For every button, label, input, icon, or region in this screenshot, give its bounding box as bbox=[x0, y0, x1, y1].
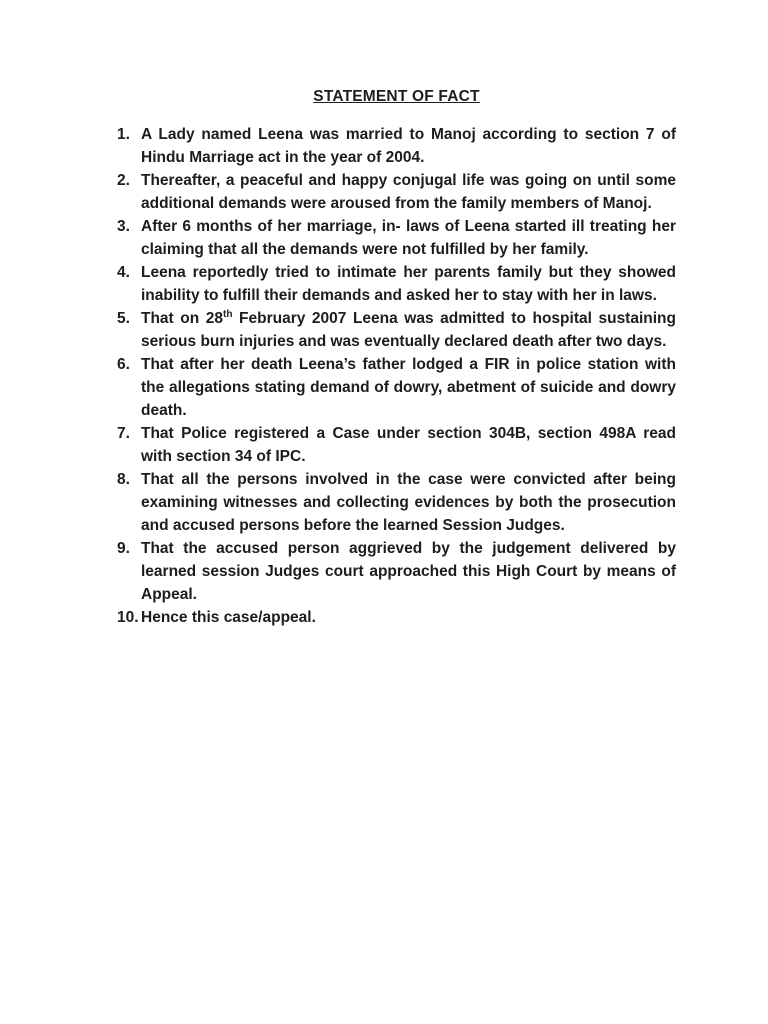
list-item bbox=[117, 215, 676, 261]
list-item bbox=[117, 307, 676, 353]
item-number: 9. bbox=[117, 540, 130, 557]
item-text: That the accused person aggrieved by the judgement delivered by learned session Judges court approached this High Court by means of Appeal. bbox=[141, 540, 676, 603]
item-text-after-sup: February 2007 Leena was admitted to hospital sustaining serious burn injuries and was eventually declared death after two days. bbox=[141, 310, 676, 350]
item-text: That all the persons involved in the case were convicted after being examining witnesses and collecting evidences by both the prosecution and accused persons before the learned Session Judges. bbox=[141, 471, 676, 534]
list-item bbox=[117, 169, 676, 215]
list-item bbox=[117, 606, 676, 629]
item-number: 6. bbox=[117, 356, 130, 373]
superscript-ordinal: th bbox=[223, 308, 233, 320]
item-text: A Lady named Leena was married to Manoj according to section 7 of Hindu Marriage act in the year of 2004. bbox=[141, 126, 676, 166]
statement-list bbox=[117, 123, 676, 629]
list-item bbox=[117, 537, 676, 606]
item-number: 3. bbox=[117, 218, 130, 235]
item-text: That Police registered a Case under section 304B, section 498A read with section 34 of IPC. bbox=[141, 425, 676, 465]
list-item bbox=[117, 422, 676, 468]
item-text bbox=[141, 307, 676, 353]
item-number: 1. bbox=[117, 126, 130, 143]
item-number: 2. bbox=[117, 172, 130, 189]
item-number: 7. bbox=[117, 425, 130, 442]
page-title: STATEMENT OF FACT bbox=[313, 88, 480, 105]
item-text: Hence this case/appeal. bbox=[141, 609, 316, 626]
item-text-before-sup: That on 28 bbox=[141, 310, 224, 327]
list-item bbox=[117, 261, 676, 307]
item-text: After 6 months of her marriage, in- laws of Leena started ill treating her claiming that all the demands were not fulfilled by her family. bbox=[141, 218, 676, 258]
item-text: Leena reportedly tried to intimate her parents family but they showed inability to fulfill their demands and asked her to stay with her in laws. bbox=[141, 264, 676, 304]
item-number: 5. bbox=[117, 310, 130, 327]
item-number: 8. bbox=[117, 471, 130, 488]
list-item bbox=[117, 123, 676, 169]
list-item bbox=[117, 468, 676, 537]
item-number: 10. bbox=[117, 609, 139, 626]
list-item bbox=[117, 353, 676, 422]
item-text: That after her death Leena’s father lodged a FIR in police station with the allegations stating demand of dowry, abetment of suicide and dowry death. bbox=[141, 356, 676, 419]
item-text: Thereafter, a peaceful and happy conjugal life was going on until some additional demands were aroused from the family members of Manoj. bbox=[141, 172, 676, 212]
item-number: 4. bbox=[117, 264, 130, 281]
